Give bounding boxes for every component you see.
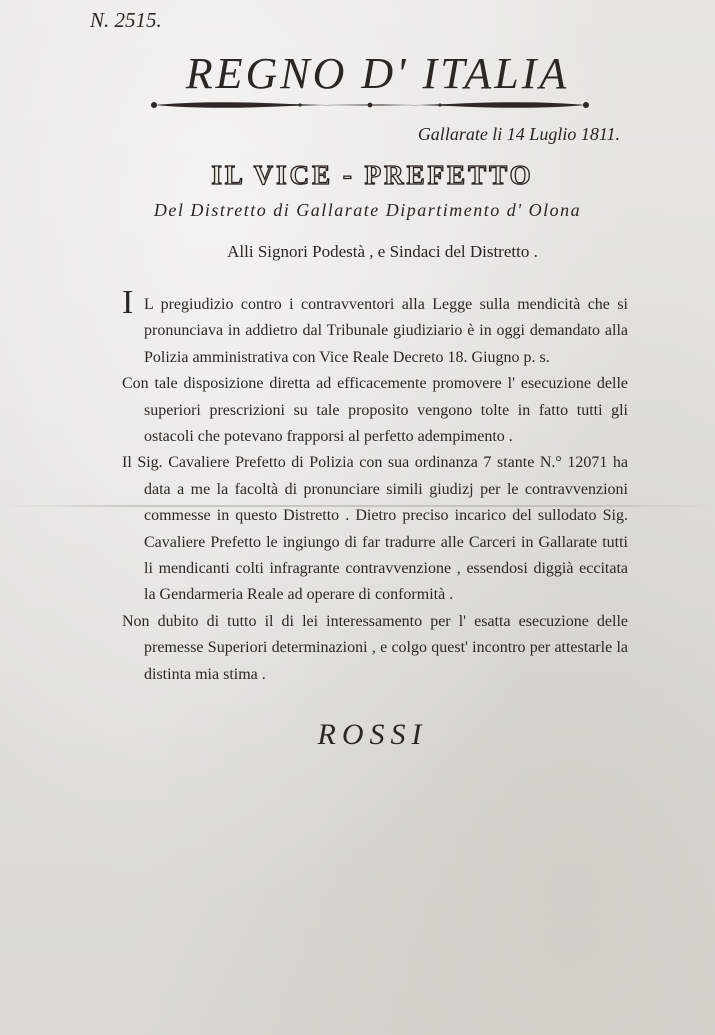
kingdom-heading: REGNO D' ITALIA [185, 49, 570, 98]
ornamental-rule-icon [150, 98, 590, 112]
paragraph: Il Sig. Cavaliere Prefetto di Polizia con sua ordinanza 7 stante N.° 12071 ha data a me la facoltà di pronunciare simili giudizj per le contravvenzioni commesse in questo Distretto . Dietro preciso incarico del sullodato Sig. Cavaliere Prefetto le ingiungo di far tradurre alle Carceri in Gallarate tutti li mendicanti colti infragrante contravvenzione , essendosi diggià eccitata la Gendarmeria Reale ad operare di conformità . [122, 454, 628, 604]
signature: ROSSI [317, 718, 428, 751]
paragraph: Non dubito di tutto il di lei interessamento per l' esatta esecuzione delle premesse Superiori determinazioni , e colgo quest' incontro per attestarle la distinta mia stima . [122, 612, 628, 683]
document-number: N. 2515. [90, 8, 162, 32]
paragraph: Con tale disposizione diretta ad efficacemente promovere l' esecuzione delle superiori prescrizioni su tale proposito vengono tolte in fatto tutti gli ostacoli che potevano frapporsi al perfetto adempimento . [122, 375, 628, 446]
dateline: Gallarate li 14 Luglio 1811. [417, 124, 620, 144]
drop-cap: I [122, 284, 134, 321]
district-line: Del Distretto di Gallarate Dipartimento d' Olona [153, 200, 582, 220]
title-heading: IL VICE - PREFETTO [211, 160, 534, 190]
recipients-line: Alli Signori Podestà , e Sindaci del Distretto . [227, 242, 538, 261]
paragraph: L pregiudizio contro i contravventori alla Legge sulla mendicità che si pronunciava in addietro dal Tribunale giudiziario è in oggi demandato alla Polizia amministrativa con Vice Reale Decreto 18. Giugno p. s. [144, 296, 628, 366]
document-body [122, 292, 628, 688]
